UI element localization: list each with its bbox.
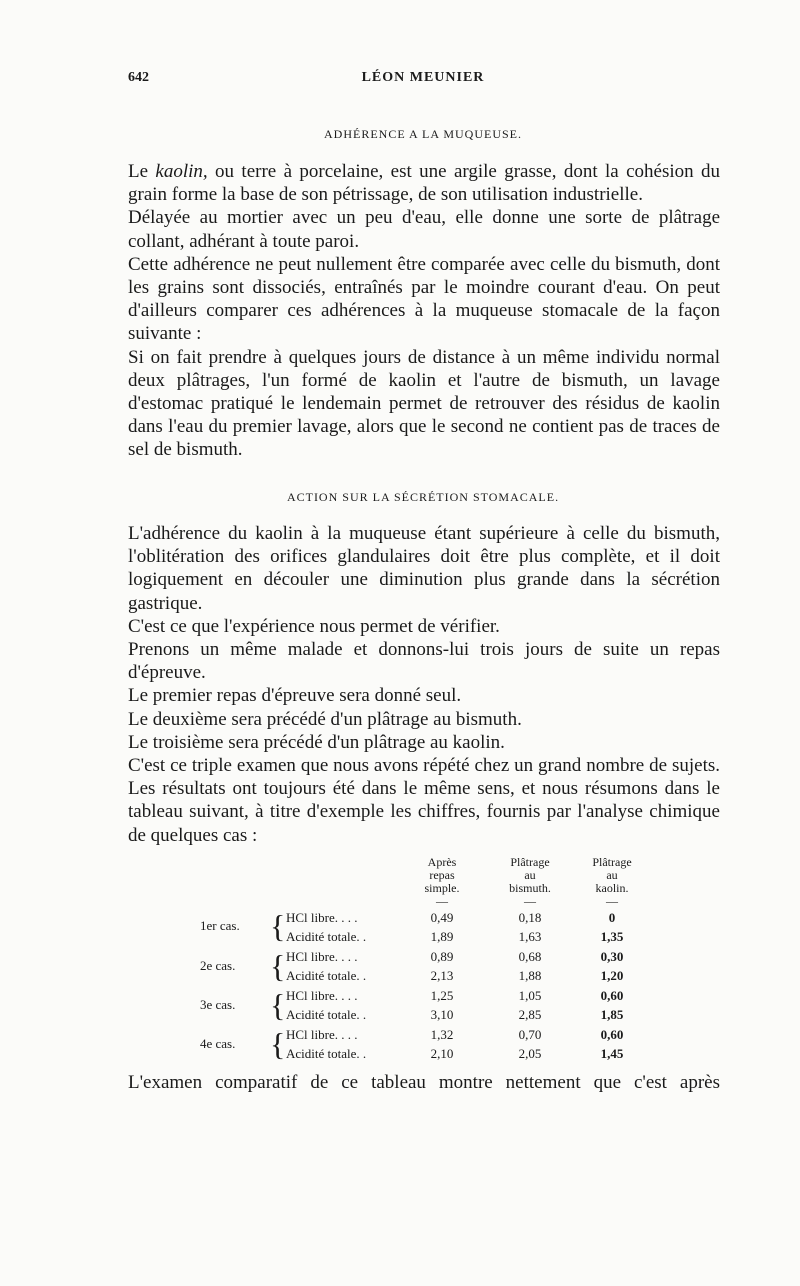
case-label: 4e cas. (200, 1036, 236, 1051)
row-label: Acidité totale. . (286, 1007, 367, 1022)
paragraph: Le troisième sera précédé d'un plâtrage au kaolin. (128, 731, 505, 753)
cell-value: 1,85 (600, 1007, 624, 1022)
paragraph: C'est ce triple examen que nous avons répété chez un grand nombre de sujets. Les résultats ont toujours été dans le même sens, et nous résumons dans le tableau suivant, à titre d'exemple les chiffres, fournis par l'analyse chimique de quelques cas : (128, 755, 720, 846)
paragraph: Prenons un même malade et donnons-lui trois jours de suite un repas d'épreuve. (128, 639, 720, 684)
cell-value: 0,30 (600, 949, 624, 964)
cell-value: 1,20 (600, 968, 624, 983)
column-header-line: au (524, 868, 536, 882)
paragraph: Si on fait prendre à quelques jours de distance à un même individu normal deux plâtrages, l'un formé de kaolin et l'autre de bismuth, un lavage d'estomac pratiqué le lendemain permet de retrouver des résidus de kaolin dans l'eau du premier lavage, alors que le second ne contient pas de traces de sel de bismuth. (128, 346, 720, 461)
column-header-line: au (606, 868, 618, 882)
row-label: Acidité totale. . (286, 968, 367, 983)
column-header-line: Après (427, 855, 457, 869)
table-row (200, 1027, 660, 1046)
results-table (200, 856, 660, 1066)
paragraph: Le deuxième sera précédé d'un plâtrage au bismuth. (128, 708, 522, 730)
row-label: HCl libre. . . . (286, 910, 358, 925)
cell-value: 0,18 (518, 910, 542, 925)
row-label: Acidité totale. . (286, 929, 367, 944)
column-header-line: repas (429, 868, 455, 882)
paragraph: L'adhérence du kaolin à la muqueuse étant supérieure à celle du bismuth, l'oblitération des orifices glandulaires doit être plus complète, et il doit logiquement en découler une diminution plus grande dans la sécrétion gastrique. (128, 523, 720, 614)
running-title: LÉON MEUNIER (361, 70, 485, 85)
cell-value: 0,60 (600, 1027, 624, 1042)
cell-value: 0,68 (518, 949, 542, 964)
cell-value: 1,25 (430, 988, 454, 1003)
table-row (200, 988, 660, 1007)
table-row (200, 968, 660, 987)
cell-value: 1,32 (430, 1027, 454, 1042)
brace: { (270, 948, 286, 984)
column-dash: — (524, 894, 536, 908)
cell-value: 1,63 (518, 929, 542, 944)
closing-line (128, 1071, 720, 1094)
text-run: ou terre à porcelaine, est une argile grasse, dont la cohésion du grain forme la base de son pétrissage, de son utilisation industrielle. (128, 161, 720, 206)
brace: { (270, 987, 286, 1023)
cell-value: 2,05 (518, 1046, 542, 1061)
column-header-line: simple. (424, 881, 460, 895)
cell-value: 0,70 (518, 1027, 542, 1042)
case-label: 2e cas. (200, 958, 236, 973)
table-row (200, 1046, 660, 1065)
cell-value: 1,89 (430, 929, 454, 944)
column-header-line: Plâtrage (592, 855, 632, 869)
running-header (128, 70, 718, 92)
section-heading-action: ACTION SUR LA SÉCRÉTION STOMACALE. (286, 490, 560, 504)
paragraph: C'est ce que l'expérience nous permet de vérifier. (128, 615, 500, 637)
paragraph: Le premier repas d'épreuve sera donné seul. (128, 685, 462, 707)
table-row (200, 929, 660, 948)
cell-value: 2,13 (430, 968, 454, 983)
paragraph: Cette adhérence ne peut nullement être comparée avec celle du bismuth, dont les grains sont dissociés, entraînés par le moindre courant d'eau. On peut d'ailleurs comparer ces adhérences à la muqueuse stomacale de la façon suivante : (128, 253, 720, 345)
brace: { (270, 908, 286, 944)
cell-value: 3,10 (430, 1007, 454, 1022)
case-label: 3e cas. (200, 997, 236, 1012)
cell-value: 0,60 (600, 988, 624, 1003)
section-heading-adherence: ADHÉRENCE A LA MUQUEUSE. (323, 127, 522, 141)
section-adherence-body (128, 160, 720, 462)
column-header (490, 856, 570, 908)
table-row (200, 949, 660, 968)
paragraph: Délayée au mortier avec un peu d'eau, elle donne une sorte de plâtrage collant, adhérant à toute paroi. (128, 207, 720, 252)
column-header-line: Plâtrage (510, 855, 550, 869)
column-header-line: bismuth. (509, 881, 551, 895)
cell-value: 1,45 (600, 1046, 624, 1061)
case-label: 1er cas. (200, 918, 240, 933)
cell-value: 2,85 (518, 1007, 542, 1022)
row-label: Acidité totale. . (286, 1046, 367, 1061)
brace: { (270, 1026, 286, 1062)
row-label: HCl libre. . . . (286, 988, 358, 1003)
column-header-line: kaolin. (595, 881, 629, 895)
cell-value: 0,89 (430, 949, 454, 964)
row-label: HCl libre. . . . (286, 949, 358, 964)
cell-value: 1,35 (600, 929, 624, 944)
table-row (200, 910, 660, 929)
cell-value: 1,05 (518, 988, 542, 1003)
row-label: HCl libre. . . . (286, 1027, 358, 1042)
column-dash: — (436, 894, 448, 908)
cell-value: 1,88 (518, 968, 542, 983)
table-row (200, 1007, 660, 1026)
column-header (402, 856, 482, 908)
column-header (572, 856, 652, 908)
paragraph (128, 160, 720, 206)
column-dash: — (606, 894, 618, 908)
cell-value: 2,10 (430, 1046, 454, 1061)
page-number: 642 (128, 70, 149, 85)
italic-term: kaolin, (155, 161, 208, 182)
section-action-body (128, 522, 720, 847)
paragraph: L'examen comparatif de ce tableau montre nettement que c'est après (128, 1072, 720, 1093)
cell-value: 0 (608, 910, 616, 925)
cell-value: 0,49 (430, 910, 454, 925)
text-run: Le (128, 161, 156, 182)
